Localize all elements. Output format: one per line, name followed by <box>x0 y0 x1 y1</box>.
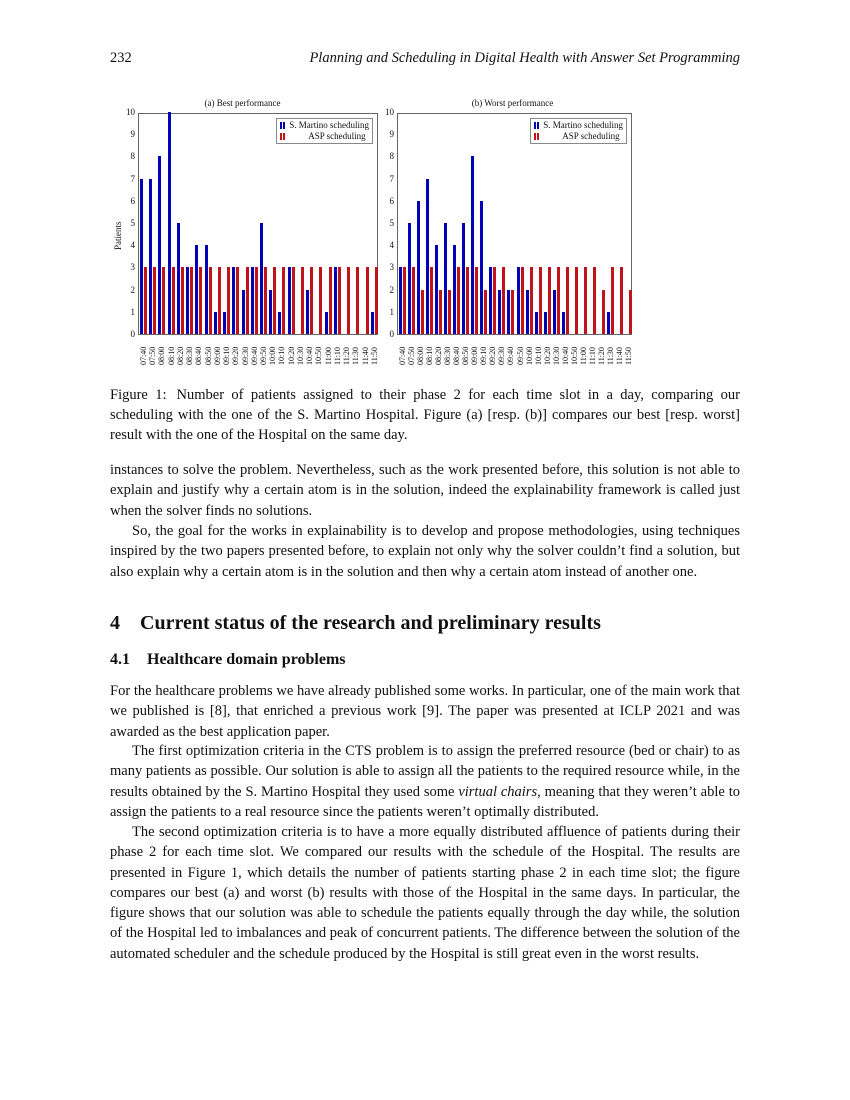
bar-s-martino <box>498 290 501 334</box>
bar-s-martino <box>607 312 610 334</box>
bar-s-martino <box>517 267 520 334</box>
y-tick-label: 4 <box>389 240 394 251</box>
legend-swatch-blue <box>534 122 536 129</box>
y-tick-label: 5 <box>130 218 135 228</box>
bar-s-martino <box>462 223 465 334</box>
x-tick-label: 11:20 <box>596 347 606 365</box>
x-tick-label: 08:50 <box>461 346 471 365</box>
y-tick-label: 6 <box>130 195 135 206</box>
x-tick-label: 09:30 <box>497 346 507 365</box>
legend-label: S. Martino scheduling <box>543 120 623 130</box>
running-title: Planning and Scheduling in Digital Health with Answer Set Programming <box>309 50 740 66</box>
paragraph: The second optimization criteria is to have a more equally distributed affluence of patients during their phase 2 for each time slot. We compared our results with the schedule of the Hospital. The results are presented in Figure 1, which details the number of patients starting phase 2 in each time slot; the figure compares our best (a) and worst (b) results with those of the Hospital in the same days. In particular, the figure shows that our solution was able to schedule the patients equally through the day while, the solution of the Hospital led to imbalances and peak of concurrent patients. The difference between the solution of the automated scheduler and the schedule produced by the Hospital is still great even in the worst results. <box>110 824 740 962</box>
y-tick-label: 1 <box>389 306 394 317</box>
legend-label: ASP scheduling <box>562 131 620 141</box>
bar-asp <box>521 267 524 334</box>
paragraph: So, the goal for the works in explainability is to develop and propose methodologies, using techniques inspired by the two papers presented before, to explain not only why the solver couldn’t find a solution, but also explain why a certain atom is in the solution and then why a certain atom instead of another one. <box>110 523 740 580</box>
bar-asp <box>190 267 193 334</box>
bar-asp <box>584 267 587 334</box>
bar-asp <box>602 290 605 334</box>
bar-asp <box>338 267 341 334</box>
bar-s-martino <box>242 290 245 334</box>
bar-asp <box>181 267 184 334</box>
bar-asp <box>629 290 632 334</box>
bar-asp <box>236 267 239 334</box>
bar-s-martino <box>195 245 198 334</box>
bar-s-martino <box>205 245 208 334</box>
bar-s-martino <box>544 312 547 334</box>
bar-s-martino <box>278 312 281 334</box>
x-tick-label: 10:40 <box>305 346 315 365</box>
bar-s-martino <box>399 267 402 334</box>
figure-caption <box>110 385 740 445</box>
emphasis-text: virtual chairs <box>458 783 538 800</box>
y-tick-label: 8 <box>389 151 394 162</box>
bar-s-martino <box>325 312 328 334</box>
bar-asp <box>502 267 505 334</box>
legend-swatch-blue <box>283 122 285 129</box>
x-tick-label: 08:30 <box>185 346 195 365</box>
bar-asp <box>144 267 147 334</box>
bar-asp <box>475 267 478 334</box>
bar-s-martino <box>408 223 411 334</box>
bar-asp <box>484 290 487 334</box>
x-tick-label: 08:10 <box>425 346 435 365</box>
bar-asp <box>403 267 406 334</box>
bar-asp <box>292 267 295 334</box>
x-tick-label: 08:40 <box>194 346 204 365</box>
legend-label: ASP scheduling <box>308 131 366 141</box>
x-tick-label: 10:30 <box>295 346 305 365</box>
x-tick-label: 11:20 <box>342 347 352 365</box>
subsection-title: Healthcare domain problems <box>147 651 346 668</box>
y-tick-label: 1 <box>130 306 135 317</box>
y-tick-label: 5 <box>389 218 394 228</box>
x-tick-label: 08:30 <box>443 346 453 365</box>
x-tick-label: 09:20 <box>231 346 241 365</box>
legend <box>530 118 627 144</box>
x-tick-label: 11:00 <box>578 347 588 365</box>
x-tick-label: 08:20 <box>175 346 185 365</box>
bar-s-martino <box>232 267 235 334</box>
paragraph-text: The first optimization criteria in the CTS problem is to assign the preferred resource (bed or chair) to as many patients as possible. Our solution is able to assign all the patients to the required resource while, in the results obtained by the S. Martino Hospital they used some <box>110 743 740 800</box>
x-tick-label: 09:50 <box>259 346 268 365</box>
bar-s-martino <box>149 179 152 334</box>
x-tick-label: 09:00 <box>470 346 480 365</box>
bar-s-martino <box>269 290 272 334</box>
x-tick-label: 10:20 <box>542 346 552 365</box>
legend <box>276 118 373 144</box>
x-tick-label: 08:50 <box>203 346 213 365</box>
bar-s-martino <box>553 290 556 334</box>
bar-s-martino <box>435 245 438 334</box>
x-tick-label: 10:10 <box>277 346 287 365</box>
bar-asp <box>548 267 551 334</box>
bar-asp <box>264 267 267 334</box>
bar-asp <box>172 267 175 334</box>
legend-swatch-blue <box>537 122 539 129</box>
y-tick-label: 3 <box>130 262 135 273</box>
bar-asp <box>162 267 165 334</box>
bar-asp <box>218 267 221 334</box>
bar-asp <box>430 267 433 334</box>
bar-asp <box>620 267 623 334</box>
x-tick-label: 11:00 <box>323 347 333 365</box>
bar-asp <box>282 267 285 334</box>
bar-asp <box>557 267 560 334</box>
x-tick-label: 10:30 <box>551 346 561 365</box>
y-tick-label: 0 <box>389 329 394 339</box>
bar-asp <box>356 267 359 334</box>
bar-s-martino <box>177 223 180 334</box>
bar-asp <box>347 267 350 334</box>
y-tick-label: 2 <box>130 284 135 295</box>
figure-a <box>105 95 380 380</box>
bar-asp <box>310 267 313 334</box>
y-tick-label: 10 <box>126 107 135 117</box>
x-tick-label: 10:20 <box>286 346 296 365</box>
x-tick-label: 07:40 <box>398 346 407 365</box>
bar-asp <box>273 267 276 334</box>
paragraph: For the healthcare problems we have already published some works. In particular, one of the main work that we published is [8], that enriched a previous work [9]. The paper was presented at ICLP 2021 and was awarded as the best application paper. <box>110 683 740 740</box>
bar-asp <box>301 267 304 334</box>
legend-swatch-red <box>537 133 539 140</box>
bar-asp <box>209 267 212 334</box>
bar-asp <box>366 267 369 334</box>
bar-asp <box>539 267 542 334</box>
x-tick-label: 10:10 <box>533 346 543 365</box>
legend-label: S. Martino scheduling <box>289 120 369 130</box>
bar-s-martino <box>426 179 429 334</box>
x-tick-label: 11:40 <box>614 347 624 365</box>
bar-s-martino <box>306 290 309 334</box>
bar-s-martino <box>214 312 217 334</box>
bar-asp <box>611 267 614 334</box>
y-tick-label: 6 <box>389 195 394 206</box>
x-tick-label: 09:10 <box>479 346 489 365</box>
bar-asp <box>575 267 578 334</box>
section-number: 4 <box>110 612 120 634</box>
bar-s-martino <box>158 156 161 334</box>
x-tick-label: 08:00 <box>416 346 426 365</box>
bar-asp <box>319 267 322 334</box>
bar-asp <box>530 267 533 334</box>
section-title: Current status of the research and preliminary results <box>140 612 601 634</box>
bar-asp <box>329 267 332 334</box>
bar-s-martino <box>417 201 420 334</box>
x-tick-label: 09:50 <box>515 346 525 365</box>
x-tick-label: 11:50 <box>369 347 379 365</box>
y-tick-label: 8 <box>130 151 135 162</box>
x-tick-label: 07:40 <box>139 346 148 365</box>
bar-s-martino <box>140 179 143 334</box>
x-tick-label: 10:50 <box>569 346 579 365</box>
bar-s-martino <box>186 267 189 334</box>
bar-asp <box>153 267 156 334</box>
paragraph-text: , meaning that they weren’t able to assign the patients to a real resource since the patients weren’t optimally distributed. <box>110 783 740 820</box>
page-number: 232 <box>110 50 132 66</box>
bar-s-martino <box>507 290 510 334</box>
bar-s-martino <box>480 201 483 334</box>
bar-asp <box>493 267 496 334</box>
y-tick-label: 3 <box>389 262 394 273</box>
subsection-heading <box>110 651 346 669</box>
y-tick-label: 7 <box>389 173 394 184</box>
x-tick-label: 11:10 <box>332 347 342 365</box>
legend-swatch-blue <box>280 122 282 129</box>
section-heading <box>110 612 601 635</box>
bar-asp <box>566 267 569 334</box>
bar-asp <box>439 290 442 334</box>
bar-asp <box>466 267 469 334</box>
bar-s-martino <box>535 312 538 334</box>
bar-asp <box>511 290 514 334</box>
y-tick-label: 0 <box>130 329 135 339</box>
bar-asp <box>227 267 230 334</box>
paragraph <box>110 741 740 822</box>
bar-asp <box>199 267 202 334</box>
x-tick-label: 09:20 <box>488 346 498 365</box>
bar-s-martino <box>453 245 456 334</box>
bar-s-martino <box>489 267 492 334</box>
bar-asp <box>255 267 258 334</box>
y-tick-label: 7 <box>130 173 135 184</box>
bar-s-martino <box>334 267 337 334</box>
x-tick-label: 11:30 <box>351 347 361 365</box>
x-tick-label: 11:10 <box>587 347 597 365</box>
bar-asp <box>421 290 424 334</box>
x-tick-label: 10:00 <box>268 346 278 365</box>
bar-s-martino <box>371 312 374 334</box>
subsection-number: 4.1 <box>110 651 130 668</box>
x-tick-label: 08:00 <box>157 346 167 365</box>
chart-title: (a) Best performance <box>204 98 281 108</box>
legend-swatch-red <box>534 133 536 140</box>
bar-asp <box>448 290 451 334</box>
x-tick-label: 11:50 <box>623 347 633 365</box>
bar-s-martino <box>223 312 226 334</box>
y-tick-label: 10 <box>385 107 394 117</box>
paragraph: instances to solve the problem. Nevertheless, such as the work presented before, this solution is not able to explain and justify why a certain atom is in the solution, indeed the explainability framework is called just when the solver finds no solutions. <box>110 462 740 519</box>
bar-s-martino <box>471 156 474 334</box>
y-tick-label: 9 <box>389 129 394 140</box>
x-tick-label: 11:40 <box>360 347 370 365</box>
bar-asp <box>412 267 415 334</box>
y-tick-label: 4 <box>130 240 135 251</box>
bar-s-martino <box>444 223 447 334</box>
bar-asp <box>246 267 249 334</box>
x-tick-label: 09:40 <box>506 346 516 365</box>
plot-area <box>397 113 632 335</box>
caption-label: Figure 1: <box>110 387 167 403</box>
y-tick-label: 2 <box>389 284 394 295</box>
x-tick-label: 10:50 <box>314 346 324 365</box>
bar-asp <box>593 267 596 334</box>
caption-text: Number of patients assigned to their phase 2 for each time slot in a day, comparing our scheduling with the one of the S. Martino Hospital. Figure (a) [resp. (b)] compares our best [resp. worst] result with the one of the Hospital on the same day. <box>110 387 740 443</box>
x-tick-label: 09:30 <box>240 346 250 365</box>
legend-swatch-red <box>283 133 285 140</box>
plot-area <box>138 113 378 335</box>
bar-s-martino <box>288 267 291 334</box>
bar-asp <box>457 267 460 334</box>
x-tick-label: 11:30 <box>605 347 615 365</box>
x-tick-label: 07:50 <box>407 346 417 365</box>
x-tick-label: 08:10 <box>166 346 176 365</box>
bar-s-martino <box>251 267 254 334</box>
x-tick-label: 08:40 <box>452 346 462 365</box>
bar-asp <box>375 267 378 334</box>
x-tick-label: 09:10 <box>222 346 232 365</box>
x-tick-label: 08:20 <box>434 346 444 365</box>
x-tick-label: 09:40 <box>249 346 259 365</box>
y-tick-label: 9 <box>130 129 135 140</box>
bar-s-martino <box>526 290 529 334</box>
x-tick-label: 07:50 <box>148 346 158 365</box>
figure-b <box>380 95 645 380</box>
y-axis-label: Patients <box>113 221 123 250</box>
x-tick-label: 10:40 <box>560 346 570 365</box>
bar-s-martino <box>260 223 263 334</box>
chart-title: (b) Worst performance <box>471 98 554 108</box>
bar-s-martino <box>168 112 171 334</box>
legend-swatch-red <box>280 133 282 140</box>
bar-s-martino <box>562 312 565 334</box>
x-tick-label: 10:00 <box>524 346 534 365</box>
page-header <box>110 50 740 70</box>
x-tick-label: 09:00 <box>212 346 222 365</box>
